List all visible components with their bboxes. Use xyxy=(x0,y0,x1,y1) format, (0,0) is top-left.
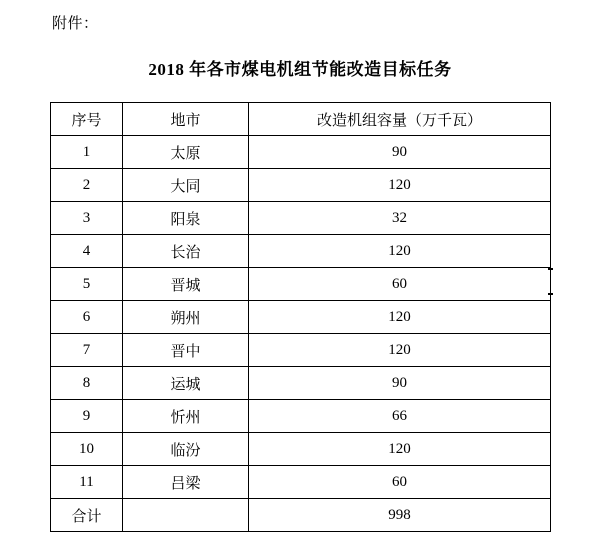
cell-city: 临汾 xyxy=(123,433,249,466)
cell-total-label: 合计 xyxy=(51,499,123,532)
cell-city: 长治 xyxy=(123,235,249,268)
cell-index: 3 xyxy=(51,202,123,235)
scan-edge-mark xyxy=(548,268,553,270)
cell-index: 5 xyxy=(51,268,123,301)
cell-city: 晋城 xyxy=(123,268,249,301)
attachment-label: 附件： xyxy=(52,16,99,32)
cell-index: 10 xyxy=(51,433,123,466)
cell-capacity: 60 xyxy=(249,466,551,499)
cell-index: 9 xyxy=(51,400,123,433)
cell-city: 运城 xyxy=(123,367,249,400)
cell-city: 太原 xyxy=(123,136,249,169)
cell-index: 6 xyxy=(51,301,123,334)
cell-city: 晋中 xyxy=(123,334,249,367)
cell-capacity: 120 xyxy=(249,301,551,334)
cell-capacity: 90 xyxy=(249,136,551,169)
cell-city: 大同 xyxy=(123,169,249,202)
cell-capacity: 66 xyxy=(249,400,551,433)
cell-capacity: 120 xyxy=(249,334,551,367)
cell-capacity: 60 xyxy=(249,268,551,301)
table-row xyxy=(51,400,551,433)
table-row xyxy=(51,301,551,334)
cell-index: 11 xyxy=(51,466,123,499)
cell-index: 8 xyxy=(51,367,123,400)
scan-edge-mark xyxy=(548,293,553,295)
column-header-city: 地市 xyxy=(123,103,249,136)
cell-capacity: 90 xyxy=(249,367,551,400)
target-task-table xyxy=(50,102,551,532)
cell-index: 2 xyxy=(51,169,123,202)
cell-index: 7 xyxy=(51,334,123,367)
table-row xyxy=(51,235,551,268)
cell-index: 4 xyxy=(51,235,123,268)
column-header-index: 序号 xyxy=(51,103,123,136)
table-row xyxy=(51,433,551,466)
table-row xyxy=(51,466,551,499)
page-title: 2018 年各市煤电机组节能改造目标任务 xyxy=(148,60,452,79)
column-header-capacity: 改造机组容量（万千瓦） xyxy=(249,103,551,136)
table-row xyxy=(51,367,551,400)
cell-capacity: 120 xyxy=(249,433,551,466)
cell-total-city xyxy=(123,499,249,532)
cell-city: 忻州 xyxy=(123,400,249,433)
table-row xyxy=(51,268,551,301)
table-header-row xyxy=(51,103,551,136)
table-row xyxy=(51,169,551,202)
cell-capacity: 120 xyxy=(249,235,551,268)
cell-city: 朔州 xyxy=(123,301,249,334)
cell-city: 阳泉 xyxy=(123,202,249,235)
cell-city: 吕梁 xyxy=(123,466,249,499)
cell-capacity: 32 xyxy=(249,202,551,235)
table-row xyxy=(51,202,551,235)
target-task-table-container xyxy=(50,102,550,532)
table-total-row xyxy=(51,499,551,532)
cell-total-capacity: 998 xyxy=(249,499,551,532)
table-row xyxy=(51,136,551,169)
cell-index: 1 xyxy=(51,136,123,169)
cell-capacity: 120 xyxy=(249,169,551,202)
table-row xyxy=(51,334,551,367)
